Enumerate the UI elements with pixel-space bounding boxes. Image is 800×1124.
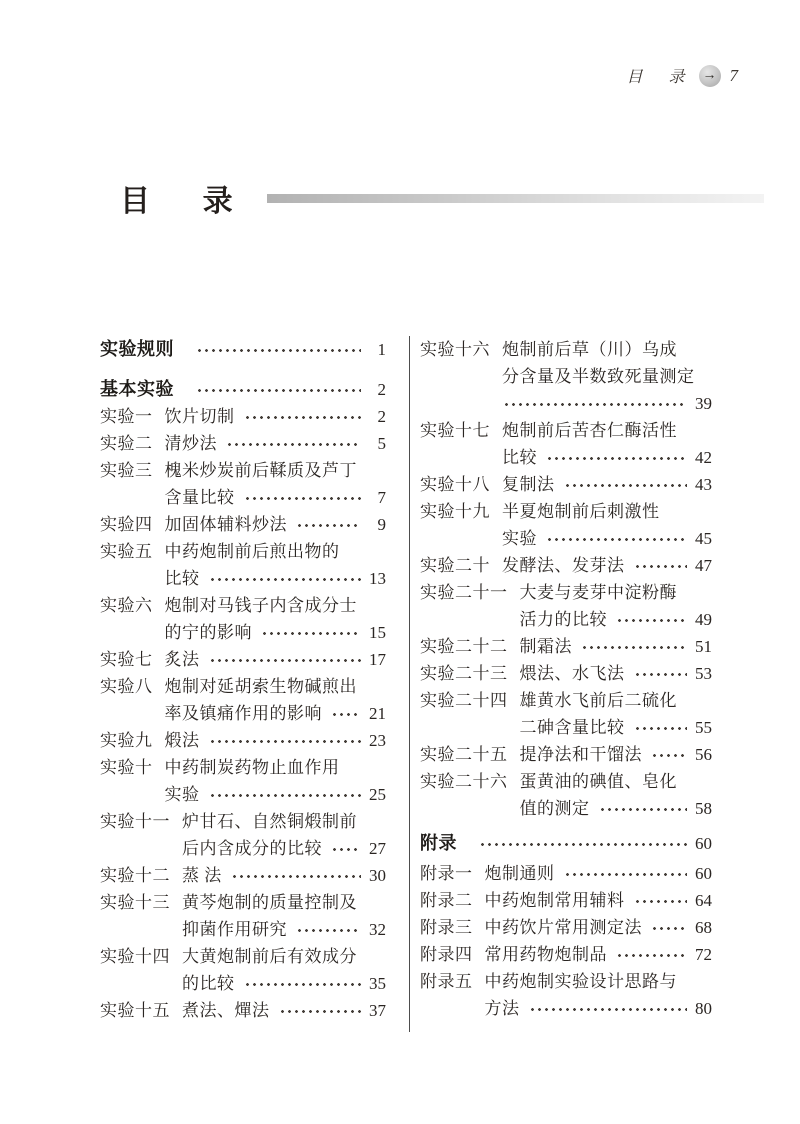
- entry-title-text: 制霜法: [519, 637, 572, 656]
- toc-section-row: [420, 830, 712, 857]
- entry-line: [182, 943, 386, 970]
- toc-entry: [100, 727, 386, 754]
- entry-title-text: 发酵法、发芽法: [502, 556, 625, 575]
- entry-line: [165, 403, 387, 430]
- entry-body: [182, 997, 386, 1024]
- entry-page-number: 1: [377, 340, 386, 359]
- entry-title-text: 煨法、水飞法: [519, 664, 625, 683]
- entry-page-number: 39: [695, 394, 712, 413]
- entry-label: 实验八: [100, 677, 153, 696]
- entry-line: [502, 525, 712, 552]
- entry-line: [165, 430, 387, 457]
- entry-body: [165, 673, 387, 727]
- entry-line: [502, 444, 712, 471]
- entry-body: [520, 660, 713, 687]
- entry-body: [165, 538, 387, 592]
- entry-line: [182, 997, 386, 1024]
- toc-entry: [420, 417, 712, 471]
- entry-label: 实验二十四: [420, 691, 508, 710]
- page-title: 目 录: [120, 185, 245, 218]
- entry-label: 实验十九: [420, 502, 490, 521]
- entry-page-number: 80: [695, 999, 712, 1018]
- toc-entry: [100, 889, 386, 943]
- dot-leader: [260, 619, 361, 646]
- chapter-title-block: [120, 176, 764, 220]
- entry-title-text: 炮制前后草（川）乌成: [502, 340, 677, 359]
- entry-title-text: 活力的比较: [519, 610, 607, 629]
- dot-leader: [195, 376, 361, 403]
- entry-label: 实验十四: [100, 947, 170, 966]
- toc-entry: [420, 552, 712, 579]
- toc-entry: [420, 768, 712, 822]
- entry-line: [485, 887, 713, 914]
- section-label: 附录: [420, 833, 457, 853]
- entry-title-text: 炮制通则: [484, 864, 555, 883]
- entry-line: [520, 606, 713, 633]
- entry-body: [520, 741, 713, 768]
- entry-label: 附录二: [420, 891, 473, 910]
- entry-page-number: 17: [369, 650, 386, 669]
- entry-title-text: 炙法: [164, 650, 200, 669]
- entry-page-number: 43: [695, 475, 712, 494]
- entry-title-text: 大黄炮制前后有效成分: [182, 947, 357, 966]
- dot-leader: [633, 552, 688, 579]
- entry-label: 实验十二: [100, 866, 170, 885]
- dot-leader: [580, 633, 687, 660]
- entry-title-text: 煅法: [164, 731, 200, 750]
- dot-leader: [225, 430, 361, 457]
- entry-title-text: 中药饮片常用测定法: [484, 918, 642, 937]
- entry-line: [520, 795, 713, 822]
- entry-line: [520, 714, 713, 741]
- entry-line: [165, 592, 387, 619]
- toc-entry: [100, 430, 386, 457]
- entry-body: [182, 889, 386, 943]
- dot-leader: [598, 795, 688, 822]
- entry-page-number: 2: [377, 407, 386, 426]
- entry-title-text: 率及镇痛作用的影响: [164, 704, 322, 723]
- entry-page-number: 23: [369, 731, 386, 750]
- entry-title-text: 实验: [502, 529, 537, 548]
- dot-leader: [230, 862, 361, 889]
- entry-line: [485, 860, 713, 887]
- entry-line: [485, 941, 713, 968]
- entry-page-number: 27: [369, 839, 386, 858]
- entry-line: [502, 417, 712, 444]
- dot-leader: [633, 887, 688, 914]
- toc-entry: [420, 887, 712, 914]
- entry-body: [485, 860, 713, 887]
- entry-line: [165, 700, 387, 727]
- entry-page-number: 2: [377, 380, 386, 399]
- dot-leader: [502, 390, 687, 417]
- dot-leader: [478, 830, 687, 857]
- entry-body: [520, 633, 713, 660]
- entry-line: [165, 484, 387, 511]
- toc-entry: [420, 579, 712, 633]
- entry-page-number: 64: [695, 891, 712, 910]
- dot-leader: [208, 781, 362, 808]
- entry-label: 实验五: [100, 542, 153, 561]
- toc-entry: [420, 687, 712, 741]
- entry-body: [182, 862, 386, 889]
- entry-title-text: 的宁的影响: [164, 623, 252, 642]
- entry-label: 实验十六: [420, 340, 490, 359]
- entry-label: 实验十三: [100, 893, 170, 912]
- entry-page-number: 68: [695, 918, 712, 937]
- entry-body: [485, 941, 713, 968]
- entry-title-text: 中药炮制常用辅料: [484, 891, 625, 910]
- entry-title-text: 饮片切制: [164, 407, 235, 426]
- entry-line: [182, 889, 386, 916]
- entry-body: [520, 687, 713, 741]
- toc-entry: [100, 592, 386, 646]
- dot-leader: [650, 741, 687, 768]
- entry-body: [502, 552, 712, 579]
- entry-page-number: 60: [695, 834, 712, 853]
- dot-leader: [545, 525, 687, 552]
- entry-line: [182, 916, 386, 943]
- toc-entry: [420, 498, 712, 552]
- entry-body: [182, 943, 386, 997]
- entry-title-text: 含量比较: [164, 488, 235, 507]
- entry-title-text: 清炒法: [164, 434, 217, 453]
- entry-label: 实验九: [100, 731, 153, 750]
- entry-title-text: 比较: [502, 448, 537, 467]
- toc-section-row: [100, 336, 386, 363]
- entry-body: [520, 768, 713, 822]
- entry-line: [520, 768, 713, 795]
- entry-title-text: 炮制对马钱子内含成分士: [164, 596, 357, 615]
- entry-title-text: 的比较: [182, 974, 235, 993]
- entry-label: 实验七: [100, 650, 153, 669]
- toc-entry: [420, 968, 712, 1022]
- dot-leader: [650, 914, 687, 941]
- toc-entry: [100, 862, 386, 889]
- entry-body: [165, 511, 387, 538]
- entry-label: 实验二十五: [420, 745, 508, 764]
- entry-body: [165, 592, 387, 646]
- entry-title-text: 蒸 法: [182, 866, 222, 885]
- entry-line: [485, 995, 713, 1022]
- toc-entry: [100, 943, 386, 997]
- entry-body: [165, 403, 387, 430]
- entry-label: 实验十一: [100, 812, 170, 831]
- entry-title-text: 比较: [164, 569, 200, 588]
- entry-label: 实验十: [100, 758, 153, 777]
- dot-leader: [208, 565, 362, 592]
- entry-line: [520, 579, 713, 606]
- entry-line: [182, 835, 386, 862]
- entry-label: 实验十七: [420, 421, 490, 440]
- entry-label: 附录五: [420, 972, 473, 991]
- entry-line: [520, 741, 713, 768]
- entry-title-text: 加固体辅料炒法: [164, 515, 287, 534]
- entry-title-text: 大麦与麦芽中淀粉酶: [519, 583, 677, 602]
- toc-entry: [100, 997, 386, 1024]
- entry-line: [502, 390, 712, 417]
- entry-title-text: 中药炮制实验设计思路与: [484, 972, 677, 991]
- entry-title-text: 炮制前后苦杏仁酶活性: [502, 421, 677, 440]
- entry-label: 实验四: [100, 515, 153, 534]
- entry-page-number: 53: [695, 664, 712, 683]
- entry-page-number: 55: [695, 718, 712, 737]
- entry-body: [165, 430, 387, 457]
- dot-leader: [278, 997, 362, 1024]
- running-header-title: 目 录: [626, 69, 691, 86]
- entry-body: [485, 968, 713, 1022]
- entry-line: [502, 363, 712, 390]
- entry-line: [165, 727, 387, 754]
- entry-line: [520, 633, 713, 660]
- entry-body: [502, 417, 712, 471]
- entry-title-text: 雄黄水飞前后二硫化: [519, 691, 677, 710]
- entry-page-number: 49: [695, 610, 712, 629]
- toc-right-column: [410, 336, 712, 1022]
- entry-label: 实验二十三: [420, 664, 508, 683]
- entry-body: [182, 808, 386, 862]
- entry-label: 附录一: [420, 864, 473, 883]
- entry-page-number: 47: [695, 556, 712, 575]
- section-label: 基本实验: [100, 379, 174, 399]
- toc-entry: [100, 403, 386, 430]
- entry-title-text: 复制法: [502, 475, 555, 494]
- toc-entry: [100, 646, 386, 673]
- toc-entry: [420, 660, 712, 687]
- entry-label: 实验一: [100, 407, 153, 426]
- entry-title-text: 提净法和干馏法: [519, 745, 642, 764]
- entry-title-text: 炮制对延胡索生物碱煎出: [164, 677, 357, 696]
- entry-label: 实验六: [100, 596, 153, 615]
- entry-line: [165, 457, 387, 484]
- dot-leader: [563, 471, 688, 498]
- entry-page-number: 60: [695, 864, 712, 883]
- entry-title-text: 抑菌作用研究: [182, 920, 287, 939]
- entry-page-number: 32: [369, 920, 386, 939]
- toc-entry: [100, 673, 386, 727]
- entry-label: 实验二十六: [420, 772, 508, 791]
- dot-leader: [195, 336, 361, 363]
- table-of-contents: [100, 336, 712, 1032]
- entry-line: [485, 968, 713, 995]
- entry-body: [502, 471, 712, 498]
- entry-page-number: 72: [695, 945, 712, 964]
- entry-title-text: 炉甘石、自然铜煅制前: [182, 812, 357, 831]
- entry-line: [502, 498, 712, 525]
- entry-body: [165, 646, 387, 673]
- entry-title-text: 蛋黄油的碘值、皂化: [519, 772, 677, 791]
- toc-entry: [100, 457, 386, 511]
- entry-title-text: 黄芩炮制的质量控制及: [182, 893, 357, 912]
- entry-label: 实验二: [100, 434, 153, 453]
- entry-line: [165, 646, 387, 673]
- dot-leader: [528, 995, 688, 1022]
- entry-line: [165, 565, 387, 592]
- entry-page-number: 25: [369, 785, 386, 804]
- entry-title-text: 中药制炭药物止血作用: [164, 758, 340, 777]
- dot-leader: [633, 714, 688, 741]
- entry-title-text: 二砷含量比较: [519, 718, 625, 737]
- entry-page-number: 58: [695, 799, 712, 818]
- entry-title-text: 实验: [164, 785, 200, 804]
- entry-page-number: 30: [369, 866, 386, 885]
- running-header: [626, 64, 738, 87]
- entry-line: [485, 914, 713, 941]
- toc-entry: [420, 471, 712, 498]
- dot-leader: [615, 941, 687, 968]
- entry-line: [502, 471, 712, 498]
- toc-entry: [100, 511, 386, 538]
- entry-page-number: 5: [377, 434, 386, 453]
- entry-page-number: 7: [377, 488, 386, 507]
- toc-entry: [420, 941, 712, 968]
- entry-label: 实验三: [100, 461, 153, 480]
- entry-page-number: 15: [369, 623, 386, 642]
- entry-line: [165, 781, 387, 808]
- entry-title-text: 煮法、燀法: [182, 1001, 270, 1020]
- dot-leader: [633, 660, 688, 687]
- toc-entry: [100, 754, 386, 808]
- entry-line: [165, 619, 387, 646]
- arrow-right-icon: [699, 65, 721, 87]
- entry-line: [182, 862, 386, 889]
- toc-entry: [420, 633, 712, 660]
- entry-line: [165, 754, 387, 781]
- dot-leader: [208, 727, 362, 754]
- entry-page-number: 13: [369, 569, 386, 588]
- entry-title-text: 方法: [484, 999, 520, 1018]
- dot-leader: [330, 835, 361, 862]
- entry-title-text: 值的测定: [519, 799, 590, 818]
- toc-left-column: [100, 336, 386, 1024]
- entry-title-text: 半夏炮制前后刺激性: [502, 502, 660, 521]
- entry-line: [165, 538, 387, 565]
- dot-leader: [295, 916, 361, 943]
- arrow-glyph: →: [702, 67, 717, 83]
- entry-page-number: 37: [369, 1001, 386, 1020]
- entry-line: [165, 511, 387, 538]
- entry-title-text: 分含量及半数致死量测定: [502, 367, 695, 386]
- entry-body: [485, 887, 713, 914]
- entry-label: 实验十八: [420, 475, 490, 494]
- entry-line: [502, 336, 712, 363]
- entry-line: [520, 687, 713, 714]
- entry-line: [182, 808, 386, 835]
- entry-page-number: 35: [369, 974, 386, 993]
- entry-title-text: 后内含成分的比较: [182, 839, 322, 858]
- entry-title-text: 常用药物炮制品: [484, 945, 607, 964]
- dot-leader: [243, 484, 362, 511]
- dot-leader: [243, 970, 362, 997]
- section-label: 实验规则: [100, 339, 174, 359]
- entry-body: [165, 457, 387, 511]
- entry-title-text: 槐米炒炭前后鞣质及芦丁: [164, 461, 357, 480]
- entry-page-number: 21: [369, 704, 386, 723]
- title-rule: [267, 194, 764, 203]
- entry-page-number: 51: [695, 637, 712, 656]
- entry-page-number: 45: [695, 529, 712, 548]
- entry-label: 实验二十二: [420, 637, 508, 656]
- entry-body: [165, 727, 387, 754]
- entry-label: 实验十五: [100, 1001, 170, 1020]
- toc-entry: [100, 538, 386, 592]
- entry-body: [502, 336, 712, 417]
- entry-label: 附录四: [420, 945, 473, 964]
- entry-label: 附录三: [420, 918, 473, 937]
- entry-label: 实验二十: [420, 556, 490, 575]
- toc-entry: [420, 336, 712, 417]
- toc-entry: [420, 860, 712, 887]
- dot-leader: [545, 444, 687, 471]
- toc-entry: [420, 741, 712, 768]
- toc-entry: [100, 808, 386, 862]
- entry-line: [520, 660, 713, 687]
- entry-page-number: 56: [695, 745, 712, 764]
- dot-leader: [615, 606, 687, 633]
- toc-entry: [420, 914, 712, 941]
- toc-section-row: [100, 376, 386, 403]
- entry-page-number: 42: [695, 448, 712, 467]
- entry-line: [182, 970, 386, 997]
- entry-body: [520, 579, 713, 633]
- entry-body: [165, 754, 387, 808]
- entry-body: [485, 914, 713, 941]
- entry-body: [502, 498, 712, 552]
- entry-title-text: 中药炮制前后煎出物的: [164, 542, 340, 561]
- dot-leader: [208, 646, 362, 673]
- header-page-number: 7: [729, 65, 738, 85]
- entry-page-number: 9: [377, 515, 386, 534]
- entry-label: 实验二十一: [420, 583, 508, 602]
- dot-leader: [330, 700, 361, 727]
- entry-line: [165, 673, 387, 700]
- dot-leader: [295, 511, 361, 538]
- dot-leader: [243, 403, 362, 430]
- entry-line: [502, 552, 712, 579]
- dot-leader: [563, 860, 688, 887]
